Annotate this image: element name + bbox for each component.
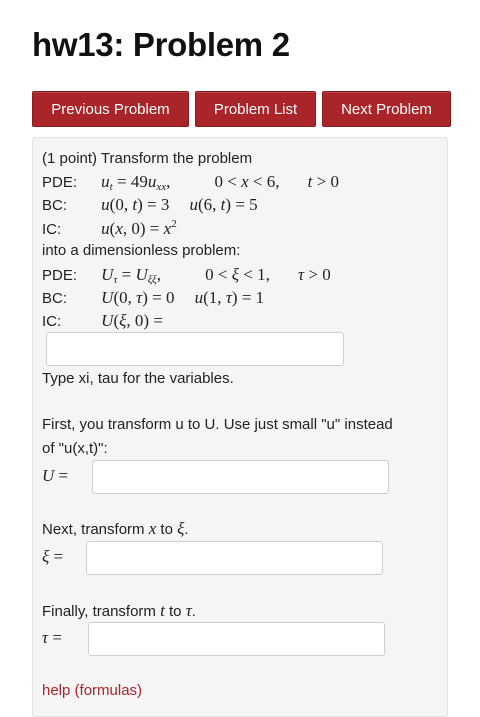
target-ic [42,311,163,331]
problem-list-button[interactable]: Problem List [195,91,316,127]
page-title: hw13: Problem 2 [32,26,290,63]
tau-answer-input[interactable] [88,622,385,656]
target-bc-label: BC: [42,290,68,307]
next-problem-button[interactable]: Next Problem [322,91,451,127]
target-pde [42,265,331,286]
target-bc-right: u(1, τ) = 1 [194,288,265,307]
given-x-domain: 0 < x < 6, [214,172,280,191]
given-bc [42,195,258,215]
problem-navigation [32,91,451,127]
step3-instruction: Finally, transform t to τ. [42,601,196,620]
given-bc-right: u(6, t) = 5 [189,195,258,214]
step1-instruction-line1: First, you transform u to U. Use just small "u" instead [42,416,393,433]
step1-instruction-line2: of "u(x,t)": [42,440,108,457]
given-ic-equation: u(x, $0) = x^2$ [101,218,177,238]
given-bc-left: u(0, t) = 3 [101,195,170,214]
transition-text: into a dimensionless problem: [42,242,241,259]
given-ic-label: IC: [42,221,62,238]
help-formulas-link[interactable]: help (formulas) [42,682,143,699]
target-tau-domain: τ > 0 [298,265,331,284]
given-bc-label: BC: [42,197,68,214]
problem-intro: (1 point) Transform the problem [42,150,253,167]
step2-instruction: Next, transform x to ξ. [42,519,189,538]
target-pde-equation: $U_\tau = U_{\xi\xi}$, [101,265,161,286]
given-ic [42,218,177,239]
target-bc-left: U(0, τ) = 0 [101,288,175,307]
target-ic-label: IC: [42,313,62,330]
target-xi-domain: 0 < ξ < 1, [205,265,270,284]
ic-answer-input[interactable] [46,332,344,366]
given-pde-label: PDE: [42,174,78,191]
tau-answer-label: τ = [42,628,62,647]
given-pde [42,172,339,193]
given-t-domain: t > 0 [307,172,339,191]
U-answer-input[interactable] [92,460,389,494]
U-answer-label: U = [42,466,69,485]
target-ic-equation: U(ξ, 0) = [101,311,163,330]
target-bc [42,288,264,308]
variable-instruction: Type xi, tau for the variables. [42,370,234,387]
previous-problem-button[interactable]: Previous Problem [32,91,189,127]
xi-answer-label: ξ = [42,547,64,566]
given-pde-equation: $u_t = 49u_{xx}$, [101,172,171,193]
target-pde-label: PDE: [42,267,78,284]
xi-answer-input[interactable] [86,541,383,575]
